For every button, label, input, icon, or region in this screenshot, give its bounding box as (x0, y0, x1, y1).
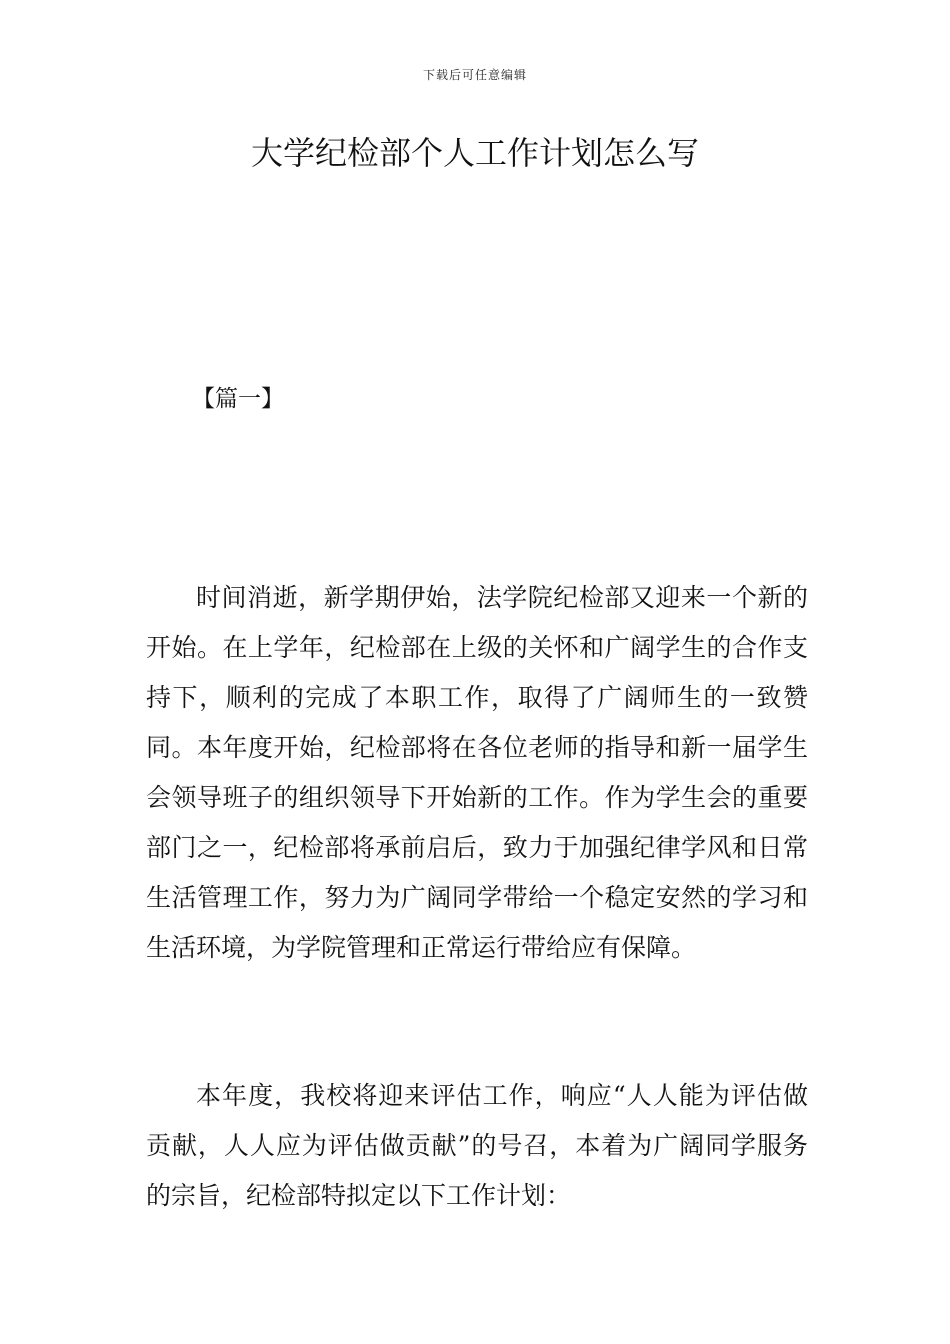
paragraph-2: 本年度，我校将迎来评估工作，响应“人人能为评估做贡献，人人应为评估做贡献”的号召，本着为广阔同学服务的宗旨，纪检部特拟定以下工作计划： (146, 1081, 808, 1210)
document-title: 大学纪检部个人工作计划怎么写 (250, 134, 699, 172)
header-note: 下载后可任意编辑 (422, 68, 527, 82)
section-label: 【篇一】 (192, 386, 284, 412)
paragraph-1: 时间消逝，新学期伊始，法学院纪检部又迎来一个新的开始。在上学年，纪检部在上级的关怀和广阔学生的合作支持下，顺利的完成了本职工作，取得了广阔师生的一致赞同。本年度开始，纪检部将在各位老师的指导和新一届学生会领导班子的组织领导下开始新的工作。作为学生会的重要部门之一，纪检部将承前启后，致力于加强纪律学风和日常生活管理工作，努力为广阔同学带给一个稳定安然的学习和生活环境，为学院管理和正常运行带给应有保障。 (146, 583, 808, 962)
